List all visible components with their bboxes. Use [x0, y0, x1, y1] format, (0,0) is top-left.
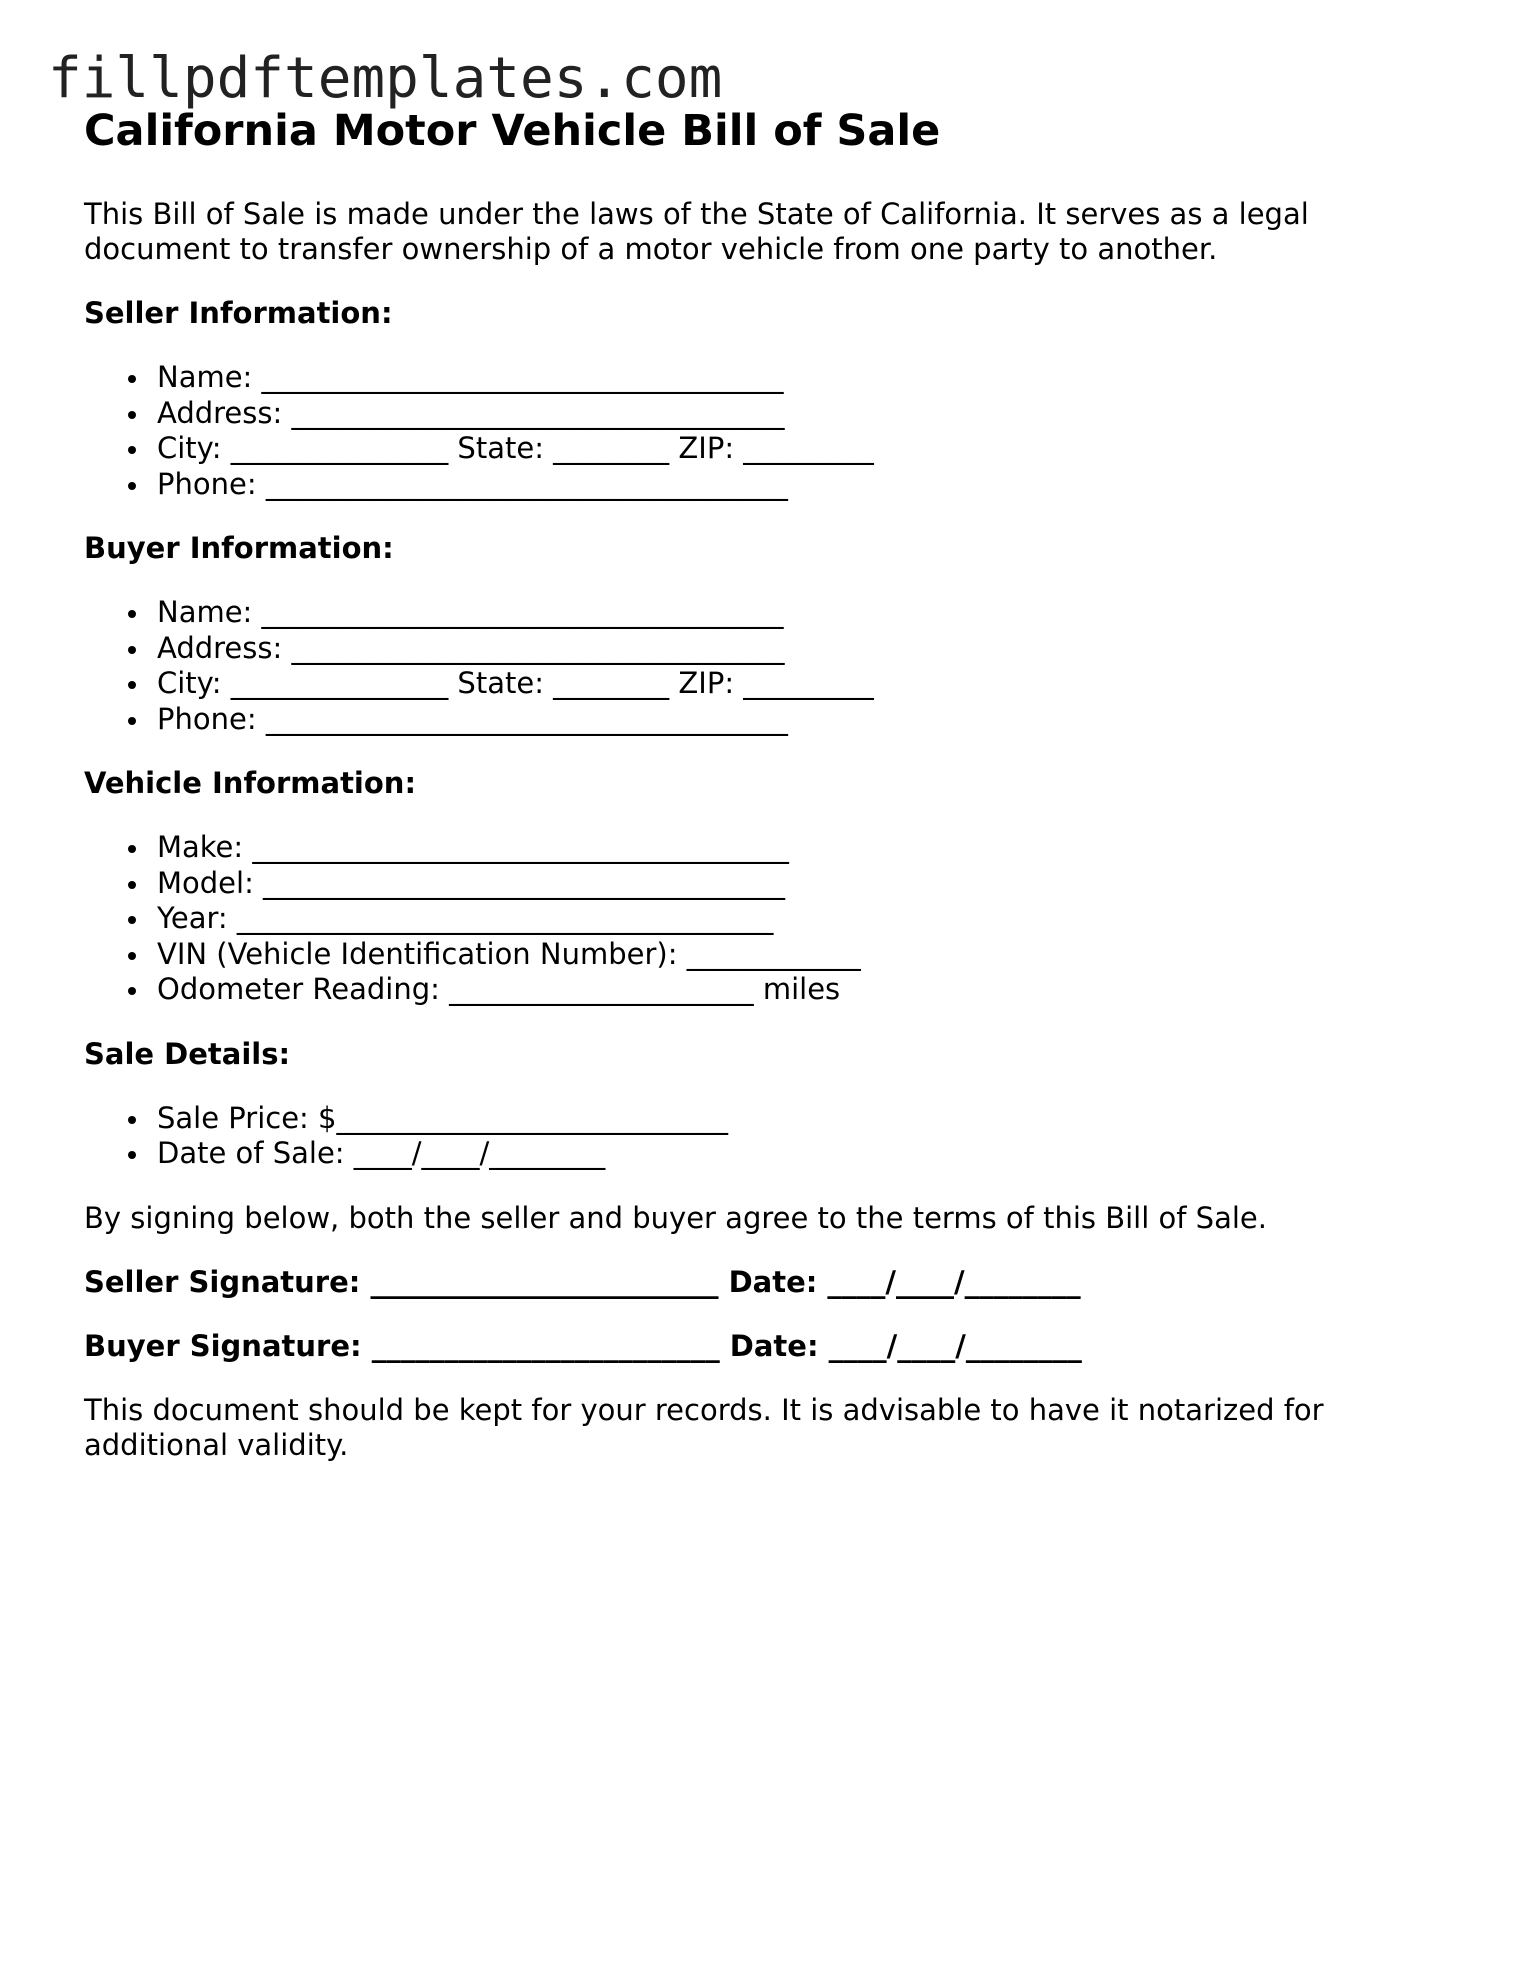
- seller-signature-line[interactable]: Seller Signature: ________________________ Date: ____/____/________: [84, 1264, 1081, 1299]
- closing-paragraph: This document should be kept for your records. It is advisable to have it notarized for additional validity.: [84, 1392, 1324, 1462]
- sale-heading: Sale Details:: [84, 1036, 291, 1071]
- vehicle-year-field[interactable]: Year: _____________________________________: [157, 901, 1444, 937]
- vehicle-make-field[interactable]: Make: _____________________________________: [157, 830, 1444, 866]
- seller-phone-field[interactable]: Phone: ____________________________________: [157, 467, 1444, 503]
- sale-date-field[interactable]: Date of Sale: ____/____/________: [157, 1136, 1444, 1172]
- buyer-phone-field[interactable]: Phone: ____________________________________: [157, 702, 1444, 738]
- sale-fields: [84, 1101, 1444, 1172]
- buyer-city-state-zip-field[interactable]: City: _______________ State: ________ ZIP: _________: [157, 666, 1444, 702]
- buyer-heading: Buyer Information:: [84, 531, 394, 565]
- seller-heading: Seller Information:: [84, 296, 393, 330]
- buyer-signature-line[interactable]: Buyer Signature: ________________________ Date: ____/____/________: [84, 1328, 1082, 1363]
- seller-address-field[interactable]: Address: __________________________________: [157, 396, 1444, 432]
- seller-name-field[interactable]: Name: ____________________________________: [157, 360, 1444, 396]
- buyer-address-field[interactable]: Address: __________________________________: [157, 631, 1444, 667]
- buyer-fields: [84, 595, 1444, 737]
- seller-fields: [84, 360, 1444, 502]
- vehicle-vin-field[interactable]: VIN (Vehicle Identification Number): ____________: [157, 937, 1444, 973]
- agreement-text: By signing below, both the seller and buyer agree to the terms of this Bill of Sale.: [84, 1200, 1267, 1235]
- vehicle-model-field[interactable]: Model: ____________________________________: [157, 866, 1444, 902]
- sale-price-field[interactable]: Sale Price: $___________________________: [157, 1101, 1444, 1137]
- vehicle-heading: Vehicle Information:: [84, 766, 417, 800]
- intro-paragraph: This Bill of Sale is made under the laws of the State of California. It serves as a legal document to transfer ownership of a motor vehicle from one party to another.: [84, 197, 1309, 266]
- vehicle-fields: [84, 830, 1444, 1008]
- document: [84, 105, 1444, 1463]
- document-title: California Motor Vehicle Bill of Sale: [84, 106, 941, 156]
- vehicle-odometer-field[interactable]: Odometer Reading: _____________________ miles: [157, 972, 1444, 1008]
- watermark-logo: fillpdftemplates.com: [48, 46, 723, 111]
- seller-city-state-zip-field[interactable]: City: _______________ State: ________ ZIP: _________: [157, 431, 1444, 467]
- buyer-name-field[interactable]: Name: ____________________________________: [157, 595, 1444, 631]
